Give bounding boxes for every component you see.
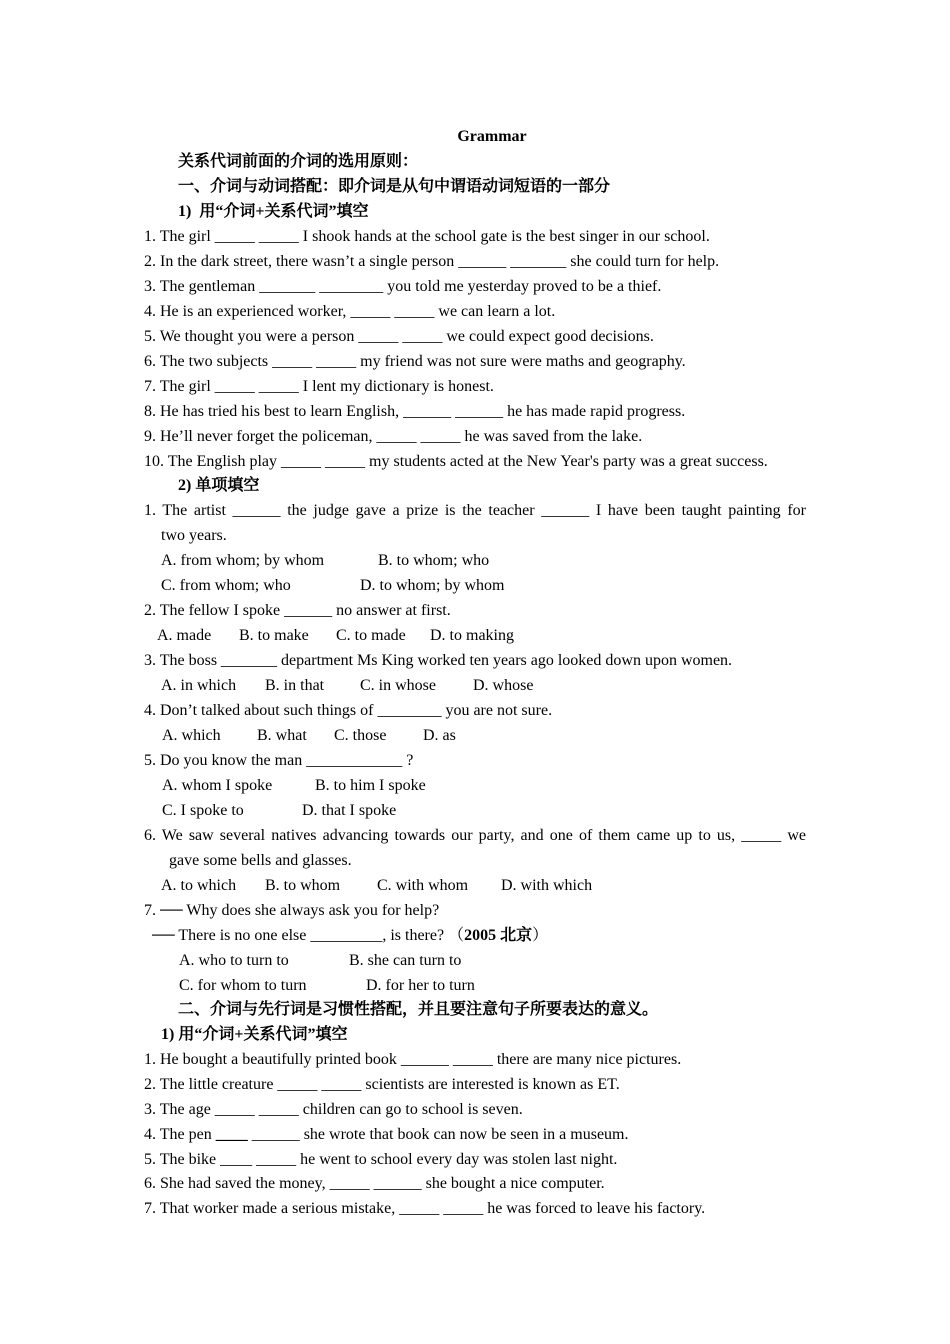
mc-question-7: 7. ── Why does she always ask you for help? [144,902,440,919]
item-text: 4. The pen [144,1126,216,1143]
source-label: 2005 北京 [464,927,533,944]
fill-item: 7. The girl _____ _____ I lent my dictionary is honest. [144,378,494,395]
mc-option: A. who to turn to [179,952,289,969]
mc-question-3: 3. The boss _______ department Ms King worked ten years ago looked down upon women. [144,652,733,669]
mc-option: C. with whom [377,877,469,894]
mc-question-6: 6. We saw several natives advancing towards our party, and one of them came up to us, _____ we [144,827,806,844]
mc-option: D. to whom; by whom [360,577,505,594]
mc-option: B. to him I spoke [315,777,426,794]
mc-option: C. from whom; who [161,577,291,594]
mc-option: A. whom I spoke [162,777,273,794]
mc-option: C. I spoke to [162,802,244,819]
mc-option: B. to whom; who [378,552,490,569]
mc-option: C. those [334,727,387,744]
section-2-subheading: 1) 用“介词+关系代词”填空 [161,1026,348,1043]
mc-option: B. to whom [265,877,341,894]
fill-item: 6. The two subjects _____ _____ my friend was not sure were maths and geography. [144,353,686,370]
mc-option: B. in that [265,677,325,694]
fill-item: 1. The girl _____ _____ I shook hands at the school gate is the best singer in our school. [144,228,710,245]
fill-item: 1. He bought a beautifully printed book ______ _____ there are many nice pictures. [144,1051,682,1068]
item-text: ______ she wrote that book can now be seen in a museum. [247,1126,629,1143]
mc-option: B. what [257,727,307,744]
mc-option: A. which [162,727,221,744]
fill-item: 6. She had saved the money, _____ ______ she bought a nice computer. [144,1175,605,1192]
mc-option: D. for her to turn [366,977,475,994]
reply-text: ── There is no one else _________, is there? （ [152,927,465,944]
mc-option: D. that I spoke [302,802,397,819]
mc-option: D. as [423,727,456,744]
reply-close: ） [532,927,549,944]
mc-option: A. made [157,627,212,644]
fill-item: 3. The gentleman _______ ________ you told me yesterday proved to be a thief. [144,278,662,295]
page-title: Grammar [457,128,527,145]
mc-question-5: 5. Do you know the man ____________ ? [144,752,414,769]
fill-item: 8. He has tried his best to learn English, ______ ______ he has made rapid progress. [144,403,686,420]
mc-question-1: 1. The artist ______ the judge gave a prize is the teacher ______ I have been taught painting for [144,502,806,519]
section-2-heading: 二、介词与先行词是习惯性搭配，并且要注意句子所要表达的意义。 [178,1001,659,1018]
fill-item: 2. In the dark street, there wasn’t a single person ______ _______ she could turn for help. [144,253,720,270]
mc-option: D. whose [473,677,534,694]
mc-question-4: 4. Don’t talked about such things of ________ you are not sure. [144,702,553,719]
fill-item: 9. He’ll never forget the policeman, _____ _____ he was saved from the lake. [144,428,643,445]
blank: ____ [215,1126,248,1143]
mc-option: D. with which [501,877,593,894]
mc-option: D. to making [430,627,514,644]
mc-option: A. in which [161,677,237,694]
mc-question-7-reply [152,926,548,946]
fill-item: 10. The English play _____ _____ my students acted at the New Year's party was a great success. [144,453,768,470]
section-1-subheading-mc: 2) 单项填空 [178,477,260,494]
section-1-subheading-fill: 1) 用“介词+关系代词”填空 [178,203,369,220]
mc-question-1-cont: two years. [161,527,227,544]
mc-question-2: 2. The fellow I spoke ______ no answer at first. [144,602,451,619]
fill-item: 5. We thought you were a person _____ _____ we could expect good decisions. [144,328,654,345]
fill-item: 5. The bike ____ _____ he went to school every day was stolen last night. [144,1151,618,1168]
section-1-heading: 一、介词与动词搭配：即介词是从句中谓语动词短语的一部分 [178,178,611,195]
mc-option: C. in whose [360,677,436,694]
fill-item: 7. That worker made a serious mistake, _____ _____ he was forced to leave his factory. [144,1200,706,1217]
mc-option: B. to make [239,627,309,644]
mc-option: C. to made [336,627,406,644]
fill-item: 3. The age _____ _____ children can go to school is seven. [144,1101,523,1118]
fill-item: 2. The little creature _____ _____ scientists are interested is known as ET. [144,1076,620,1093]
mc-option: C. for whom to turn [179,977,307,994]
mc-option: A. to which [161,877,237,894]
section-intro: 关系代词前面的介词的选用原则： [178,153,419,170]
mc-question-6-cont: gave some bells and glasses. [169,852,352,869]
fill-item: 4. He is an experienced worker, _____ _____ we can learn a lot. [144,303,556,320]
mc-option: A. from whom; by whom [161,552,325,569]
mc-option: B. she can turn to [349,952,462,969]
fill-item [144,1125,629,1145]
